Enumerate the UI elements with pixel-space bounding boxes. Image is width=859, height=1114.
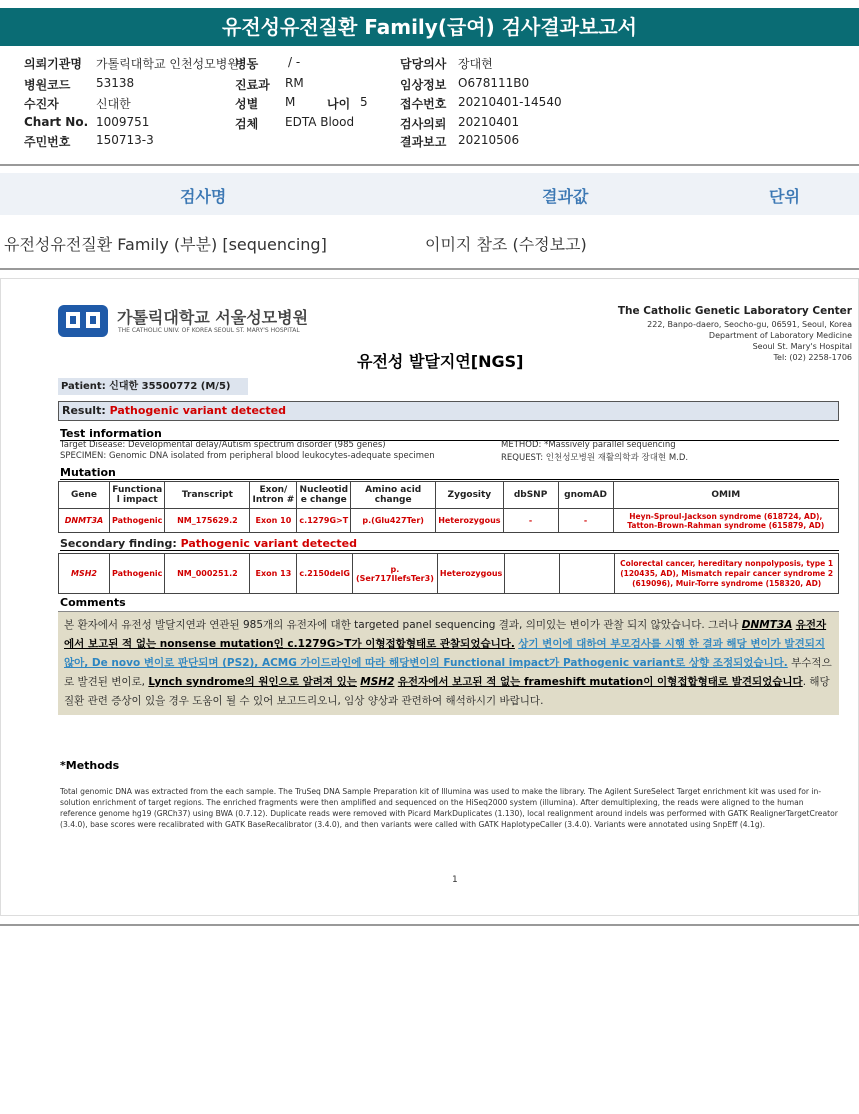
- address-line-2: Department of Laboratory Medicine: [708, 331, 852, 340]
- receipt-label: 접수번호: [400, 97, 447, 111]
- address-line-3: Seoul St. Mary's Hospital: [752, 342, 852, 351]
- specimen-info: SPECIMEN: Genomic DNA isolated from peripheral blood leukocytes-adequate specimen: [60, 451, 435, 461]
- th-gnomad: gnomAD: [558, 482, 613, 509]
- cell-impact: Pathogenic: [110, 509, 165, 533]
- patient-info: [0, 53, 859, 163]
- secondary-table: [58, 553, 839, 594]
- cell-impact: Pathogenic: [110, 554, 165, 594]
- th-gene: Gene: [59, 482, 110, 509]
- cell-zygosity: Heterozygous: [437, 554, 504, 594]
- code-value: 53138: [96, 76, 135, 90]
- comments-heading: Comments: [60, 596, 126, 609]
- secondary-label: Secondary finding:: [60, 537, 177, 550]
- result-columns-header: [0, 173, 859, 215]
- divider: [0, 164, 859, 166]
- receiver-value: 신대한: [96, 97, 131, 111]
- specimen-label: 검체: [235, 117, 259, 131]
- doctor-label: 담당의사: [400, 57, 447, 71]
- ward-label: 병동: [235, 57, 259, 71]
- hospital-name-kr: 가톨릭대학교 서울성모병원: [117, 308, 309, 327]
- th-omim: OMIM: [613, 482, 838, 509]
- code-label: 병원코드: [24, 78, 71, 92]
- result-box: [58, 401, 839, 421]
- cell-gene: MSH2: [59, 554, 110, 594]
- clinical-value: O678111B0: [458, 76, 530, 90]
- hospital-logo-icon: [57, 303, 109, 339]
- comment-mutation-1: 유전자에서 보고된 적 없는 nonsense mutation인 c.1279G>T가 이형접합형태로 관찰되었습니다.: [64, 619, 827, 650]
- mutation-table: [58, 481, 839, 533]
- cell-exon: Exon 10: [250, 509, 297, 533]
- patient-line: Patient: 신대한 35500772 (M/5): [58, 378, 248, 395]
- request-value: 20210401: [458, 115, 520, 129]
- col-unit: 단위: [769, 187, 800, 206]
- secondary-status: Pathogenic variant detected: [180, 537, 358, 550]
- page-number: 1: [452, 875, 458, 885]
- table-header-row: [59, 482, 839, 509]
- cell-amino: p.(Ser717IlefsTer3): [352, 554, 437, 594]
- target-disease: Target Disease: Developmental delay/Autism spectrum disorder (985 genes): [60, 440, 386, 450]
- doctor-value: 장대현: [458, 57, 493, 71]
- cell-gnomad: -: [558, 509, 613, 533]
- divider: [0, 924, 859, 926]
- chart-label: Chart No.: [24, 115, 89, 129]
- report-image: [0, 278, 859, 916]
- address-line-1: 222, Banpo-daero, Seocho-gu, 06591, Seoul, Korea: [647, 320, 852, 329]
- col-test-name: 검사명: [180, 187, 227, 206]
- divider: [0, 268, 859, 270]
- comment-gene-1: DNMT3A: [741, 619, 793, 631]
- method-info: METHOD: *Massively parallel sequencing: [501, 440, 676, 450]
- dept-value: RM: [285, 76, 304, 90]
- rrn-value: 150713-3: [96, 133, 154, 147]
- clinical-label: 임상정보: [400, 78, 447, 92]
- sex-value: M: [285, 95, 296, 109]
- secondary-heading: [60, 537, 839, 551]
- center-name: The Catholic Genetic Laboratory Center: [617, 305, 852, 317]
- th-nucleotide: Nucleotid e change: [297, 482, 351, 509]
- methods-text: Total genomic DNA was extracted from the each sample. The TruSeq DNA Sample Preparation kit of Illumina was used to make the library. The Agilent SureSelect Target enrichment kit was used for in-solution enrichment of target regions. The enriched fragments were then amplified and sequenced on the HiSeq2000 system (illumina). After demultiplexing, the reads were aligned to the human reference genome hg19 (GRCh37) using BWA (0.7.12). Duplicate reads were removed with Picard MarkDuplicates (1.130), local realignment around indels was performed with GATK RealignerTargetCreator (3.4.0), base scores were recalibrated with GATK BaseRecalibrator (3.4.0), and then variants were called with GATK HaplotypeCaller (3.4.0). Variants were annotated using SnpEff (4.1g).: [60, 787, 838, 829]
- cell-transcript: NM_175629.2: [165, 509, 250, 533]
- ward-value: / -: [288, 55, 301, 69]
- comment-closing: . 해당 질환 관련 증상이 있을 경우 도움이 될 수 있어 보고드리오니, 임상 양상과 관련하여 해석하시기 바랍니다.: [64, 676, 830, 707]
- sex-label: 성별: [235, 97, 259, 111]
- comment-intro: 본 환자에서 유전성 발달지연과 연관된 985개의 유전자에 대한 targeted panel sequencing 결과, 의미있는 변이가 관찰 되지 않았습니다. 그러나: [64, 619, 739, 631]
- hospital-label: 의뢰기관명: [24, 57, 82, 71]
- tel: Tel: (02) 2258-1706: [773, 353, 852, 362]
- receiver-label: 수진자: [24, 97, 59, 111]
- methods-heading: *Methods: [60, 759, 120, 772]
- th-impact: Functiona l impact: [110, 482, 165, 509]
- comment-parent-test: 상기 변이에 대하여 부모검사를 시행 한 결과 해당 변이가 발견되지 않아, De novo 변이로 판단되며 (PS2), ACMG 가이드라인에 따라 해당변이의 Functional impact가 Pathogenic variant로 상향 조정되었습니다.: [64, 638, 825, 669]
- specimen-value: EDTA Blood: [285, 115, 355, 129]
- cell-dbsnp: -: [503, 509, 558, 533]
- report-date-label: 결과보고: [400, 135, 447, 149]
- th-amino: Amino acid change: [351, 482, 436, 509]
- age-label: 나이: [327, 97, 351, 111]
- rrn-label: 주민번호: [24, 135, 71, 149]
- cell-nucleotide: c.2150delG: [297, 554, 353, 594]
- th-zygosity: Zygosity: [436, 482, 503, 509]
- cell-exon: Exon 13: [250, 554, 297, 594]
- test-info-heading: Test information: [60, 427, 839, 441]
- comment-lynch: Lynch syndrome의 원인으로 알려져 있는: [148, 676, 357, 688]
- report-date-value: 20210506: [458, 133, 520, 147]
- cell-transcript: NM_000251.2: [165, 554, 250, 594]
- result-label: Result:: [62, 404, 106, 417]
- th-dbsnp: dbSNP: [503, 482, 558, 509]
- hospital-name-en: THE CATHOLIC UNIV. OF KOREA SEOUL ST. MARY'S HOSPITAL: [118, 327, 300, 334]
- comment-secondary-intro: 부수적으로 발견된 변이로,: [64, 657, 832, 688]
- th-transcript: Transcript: [165, 482, 250, 509]
- cell-zygosity: Heterozygous: [436, 509, 503, 533]
- report-heading: 유전성 발달지연[NGS]: [357, 352, 524, 371]
- dept-label: 진료과: [235, 78, 270, 92]
- cell-amino: p.(Glu427Ter): [351, 509, 436, 533]
- cell-dbsnp: [505, 554, 560, 594]
- cell-gnomad: [560, 554, 615, 594]
- request-info: REQUEST: 인천성모병원 재활의학과 장대현 M.D.: [501, 453, 689, 463]
- comment-gene-2: MSH2: [360, 676, 395, 688]
- hospital-value: 가톨릭대학교 인천성모병원: [96, 57, 239, 71]
- col-result: 결과값: [542, 187, 589, 206]
- request-label: 검사의뢰: [400, 117, 447, 131]
- result-value: 이미지 참조 (수정보고): [425, 235, 587, 254]
- report-title: 유전성유전질환 Family(급여) 검사결과보고서: [0, 8, 859, 46]
- cell-gene: DNMT3A: [59, 509, 110, 533]
- table-row: [59, 509, 839, 533]
- result-status: Pathogenic variant detected: [109, 404, 287, 417]
- cell-omim: Heyn-Sproul-Jackson syndrome (618724, AD), Tatton-Brown-Rahman syndrome (615879, AD): [613, 509, 838, 533]
- cell-omim: Colorectal cancer, hereditary nonpolyposis, type 1 (120435, AD), Mismatch repair cancer syndrome 2 (619096), Muir-Torre syndrome (158320, AD): [615, 554, 839, 594]
- receipt-value: 20210401-14540: [458, 95, 562, 109]
- mutation-heading: Mutation: [60, 466, 839, 480]
- chart-value: 1009751: [96, 115, 150, 129]
- age-value: 5: [360, 95, 368, 109]
- comment-mutation-2: 유전자에서 보고된 적 없는 frameshift mutation이 이형접합형태로 발견되었습니다: [397, 676, 803, 688]
- cell-nucleotide: c.1279G>T: [297, 509, 351, 533]
- table-row: [59, 554, 839, 594]
- result-test-name: 유전성유전질환 Family (부분) [sequencing]: [4, 235, 327, 254]
- th-exon: Exon/ Intron #: [250, 482, 297, 509]
- comments-box: [58, 611, 839, 715]
